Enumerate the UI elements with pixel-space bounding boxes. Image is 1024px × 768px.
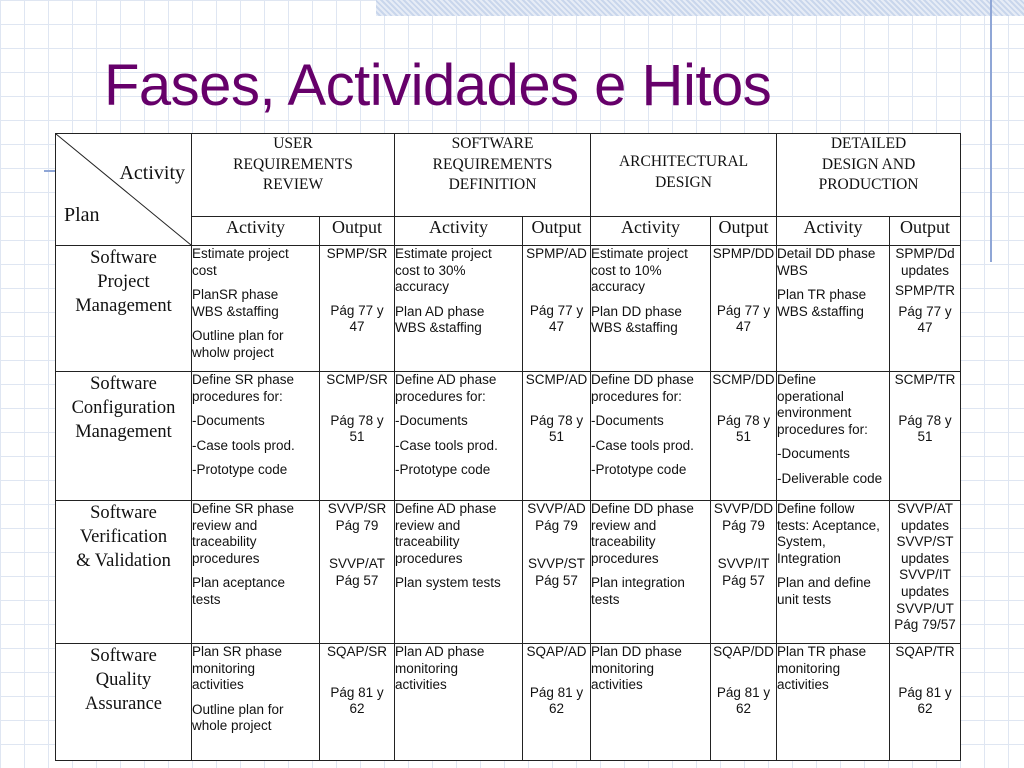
output-cell: [711, 644, 777, 761]
table-row: [56, 644, 961, 761]
output-cell: [711, 501, 777, 644]
activity-text: -Deliverable code: [777, 470, 883, 486]
activity-text: Define operational environment procedures for:: [777, 372, 868, 437]
vertical-accent-line: [990, 0, 992, 262]
activity-text: Outline plan for wholw project: [192, 328, 284, 360]
activity-cell: [192, 644, 320, 761]
output-cell: [523, 246, 591, 372]
output-text: Pág 78 y 51: [330, 412, 384, 445]
activity-text: Plan system tests: [395, 575, 501, 591]
header-decoration-band: [376, 0, 1024, 16]
activity-cell: [192, 372, 320, 501]
activity-text: Estimate project cost to 10% accuracy: [591, 246, 688, 295]
output-text: Pág 77 y 47: [716, 302, 771, 335]
output-column-header: Output: [711, 217, 777, 246]
output-text: SQAP/DD: [713, 644, 774, 659]
activity-cell: [777, 246, 890, 372]
activity-text: Plan SR phase monitoring activities: [192, 644, 283, 693]
activity-cell: [591, 644, 711, 761]
phase-header-detailed-design: DETAILED DESIGN AND PRODUCTION: [777, 134, 961, 217]
output-text: SPMP/SR: [326, 246, 388, 261]
activity-text: PlanSR phase WBS &staffing: [192, 287, 279, 319]
output-text: SVVP/AT Pág 57: [328, 556, 386, 588]
activity-text: Outline plan for whole project: [192, 701, 284, 734]
activity-cell: [591, 501, 711, 644]
activity-text: Define DD phase procedures for:: [591, 372, 694, 404]
output-cell: [320, 372, 395, 501]
activity-text: Plan integration tests: [591, 575, 685, 607]
output-cell: [711, 372, 777, 501]
corner-activity-label: Activity: [119, 162, 185, 184]
output-cell: [890, 246, 961, 372]
output-text: SCMP/AD: [525, 372, 588, 387]
activity-cell: [395, 246, 523, 372]
output-text: SVVP/DD Pág 79: [713, 501, 774, 533]
phase-header-software-requirements: SOFTWARE REQUIREMENTS DEFINITION: [395, 134, 591, 217]
activity-text: Estimate project cost: [192, 246, 289, 278]
phase-header-architectural-design: ARCHITECTURAL DESIGN: [591, 134, 777, 217]
activity-text: -Case tools prod.: [591, 437, 694, 453]
activity-cell: [591, 372, 711, 501]
activity-column-header: Activity: [192, 217, 320, 246]
activity-text: Define SR phase review and traceability procedures: [192, 501, 295, 566]
corner-cell: [56, 134, 192, 246]
activity-text: Define SR phase procedures for:: [192, 372, 295, 404]
phase-activity-table: [55, 133, 960, 760]
output-text: Pág 77 y 47: [898, 303, 952, 336]
output-text: Pág 78 y 51: [716, 412, 771, 445]
row-header: Software Project Management: [56, 246, 192, 372]
output-text: SQAP/TR: [895, 644, 955, 659]
output-cell: [890, 644, 961, 761]
output-text: Pág 77 y 47: [529, 302, 584, 335]
activity-cell: [395, 501, 523, 644]
activity-text: Plan TR phase WBS &staffing: [777, 287, 867, 319]
output-text: SVVP/AD Pág 79: [527, 501, 586, 533]
output-cell: [523, 501, 591, 644]
activity-column-header: Activity: [777, 217, 890, 246]
output-text: Pág 78 y 51: [898, 412, 952, 445]
table-body: [56, 246, 961, 761]
activity-text: -Case tools prod.: [395, 437, 498, 453]
activity-cell: [777, 501, 890, 644]
activity-column-header: Activity: [395, 217, 523, 246]
activity-text: -Documents: [591, 413, 664, 429]
activity-text: Estimate project cost to 30% accuracy: [395, 246, 492, 295]
output-text: Pág 81 y 62: [898, 684, 952, 717]
output-column-header: Output: [890, 217, 961, 246]
output-cell: [320, 246, 395, 372]
row-header: Software Quality Assurance: [56, 644, 192, 761]
output-column-header: Output: [523, 217, 591, 246]
activity-text: -Prototype code: [591, 462, 687, 478]
output-cell: [890, 372, 961, 501]
output-text: SVVP/ST Pág 57: [528, 556, 586, 588]
activity-cell: [591, 246, 711, 372]
table-row: [56, 246, 961, 372]
row-header: Software Verification & Validation: [56, 501, 192, 644]
slide-title: Fases, Actividades e Hitos: [104, 53, 772, 118]
output-text: SVVP/SR Pág 79: [327, 501, 387, 533]
output-cell: [711, 246, 777, 372]
output-text: SPMP/TR: [895, 283, 956, 299]
activity-text: Plan and define unit tests: [777, 575, 871, 607]
activity-text: Plan aceptance tests: [192, 575, 286, 607]
output-cell: [523, 372, 591, 501]
activity-text: Plan DD phase WBS &staffing: [591, 303, 682, 336]
activity-text: -Documents: [192, 413, 265, 429]
activity-text: -Documents: [395, 413, 468, 429]
activity-cell: [395, 372, 523, 501]
row-header: Software Configuration Management: [56, 372, 192, 501]
activity-text: Plan AD phase WBS &staffing: [395, 303, 485, 336]
activity-text: Define AD phase review and traceability procedures: [395, 501, 497, 566]
activity-cell: [192, 501, 320, 644]
table-row: [56, 372, 961, 501]
output-text: Pág 78 y 51: [529, 412, 584, 445]
output-text: SQAP/AD: [526, 644, 587, 659]
phase-header-row: [56, 134, 961, 217]
activity-cell: [192, 246, 320, 372]
output-text: SPMP/AD: [526, 246, 587, 261]
output-text: SCMP/DD: [712, 372, 775, 387]
activity-text: Plan DD phase monitoring activities: [591, 644, 682, 693]
activity-text: Define follow tests: Aceptance, System, Integration: [777, 501, 880, 566]
activity-text: -Prototype code: [395, 462, 491, 478]
output-cell: [890, 501, 961, 644]
activity-text: Plan AD phase monitoring activities: [395, 644, 485, 693]
activity-text: -Documents: [777, 446, 850, 462]
activity-text: Detail DD phase WBS: [777, 246, 876, 278]
output-cell: [320, 501, 395, 644]
activity-text: Define DD phase review and traceability procedures: [591, 501, 694, 566]
output-text: SPMP/DD: [712, 246, 775, 261]
activity-text: -Case tools prod.: [192, 437, 295, 453]
table-row: [56, 501, 961, 644]
output-text: Pág 81 y 62: [529, 684, 584, 717]
output-cell: [523, 644, 591, 761]
corner-plan-label: Plan: [64, 204, 100, 226]
output-text: Pág 81 y 62: [716, 684, 771, 717]
activity-cell: [395, 644, 523, 761]
activity-column-header: Activity: [591, 217, 711, 246]
activity-cell: [777, 372, 890, 501]
corner-diagonal: [56, 134, 191, 245]
output-text: Pág 81 y 62: [330, 684, 384, 717]
output-text: SQAP/SR: [326, 644, 388, 659]
output-column-header: Output: [320, 217, 395, 246]
activity-text: Define AD phase procedures for:: [395, 372, 497, 404]
activity-cell: [777, 644, 890, 761]
output-text: SVVP/AT updates SVVP/ST updates SVVP/IT updates SVVP/UT Pág 79/57: [894, 501, 956, 633]
phase-header-user-requirements: USER REQUIREMENTS REVIEW: [192, 134, 395, 217]
activity-text: -Prototype code: [192, 462, 288, 478]
output-text: SVVP/IT Pág 57: [717, 556, 770, 588]
output-text: Pág 77 y 47: [330, 302, 384, 335]
output-text: SCMP/TR: [894, 372, 956, 387]
output-text: SCMP/SR: [326, 372, 388, 387]
activity-text: Plan TR phase monitoring activities: [777, 644, 867, 693]
output-cell: [320, 644, 395, 761]
output-text: SPMP/Dd updates: [895, 246, 955, 278]
